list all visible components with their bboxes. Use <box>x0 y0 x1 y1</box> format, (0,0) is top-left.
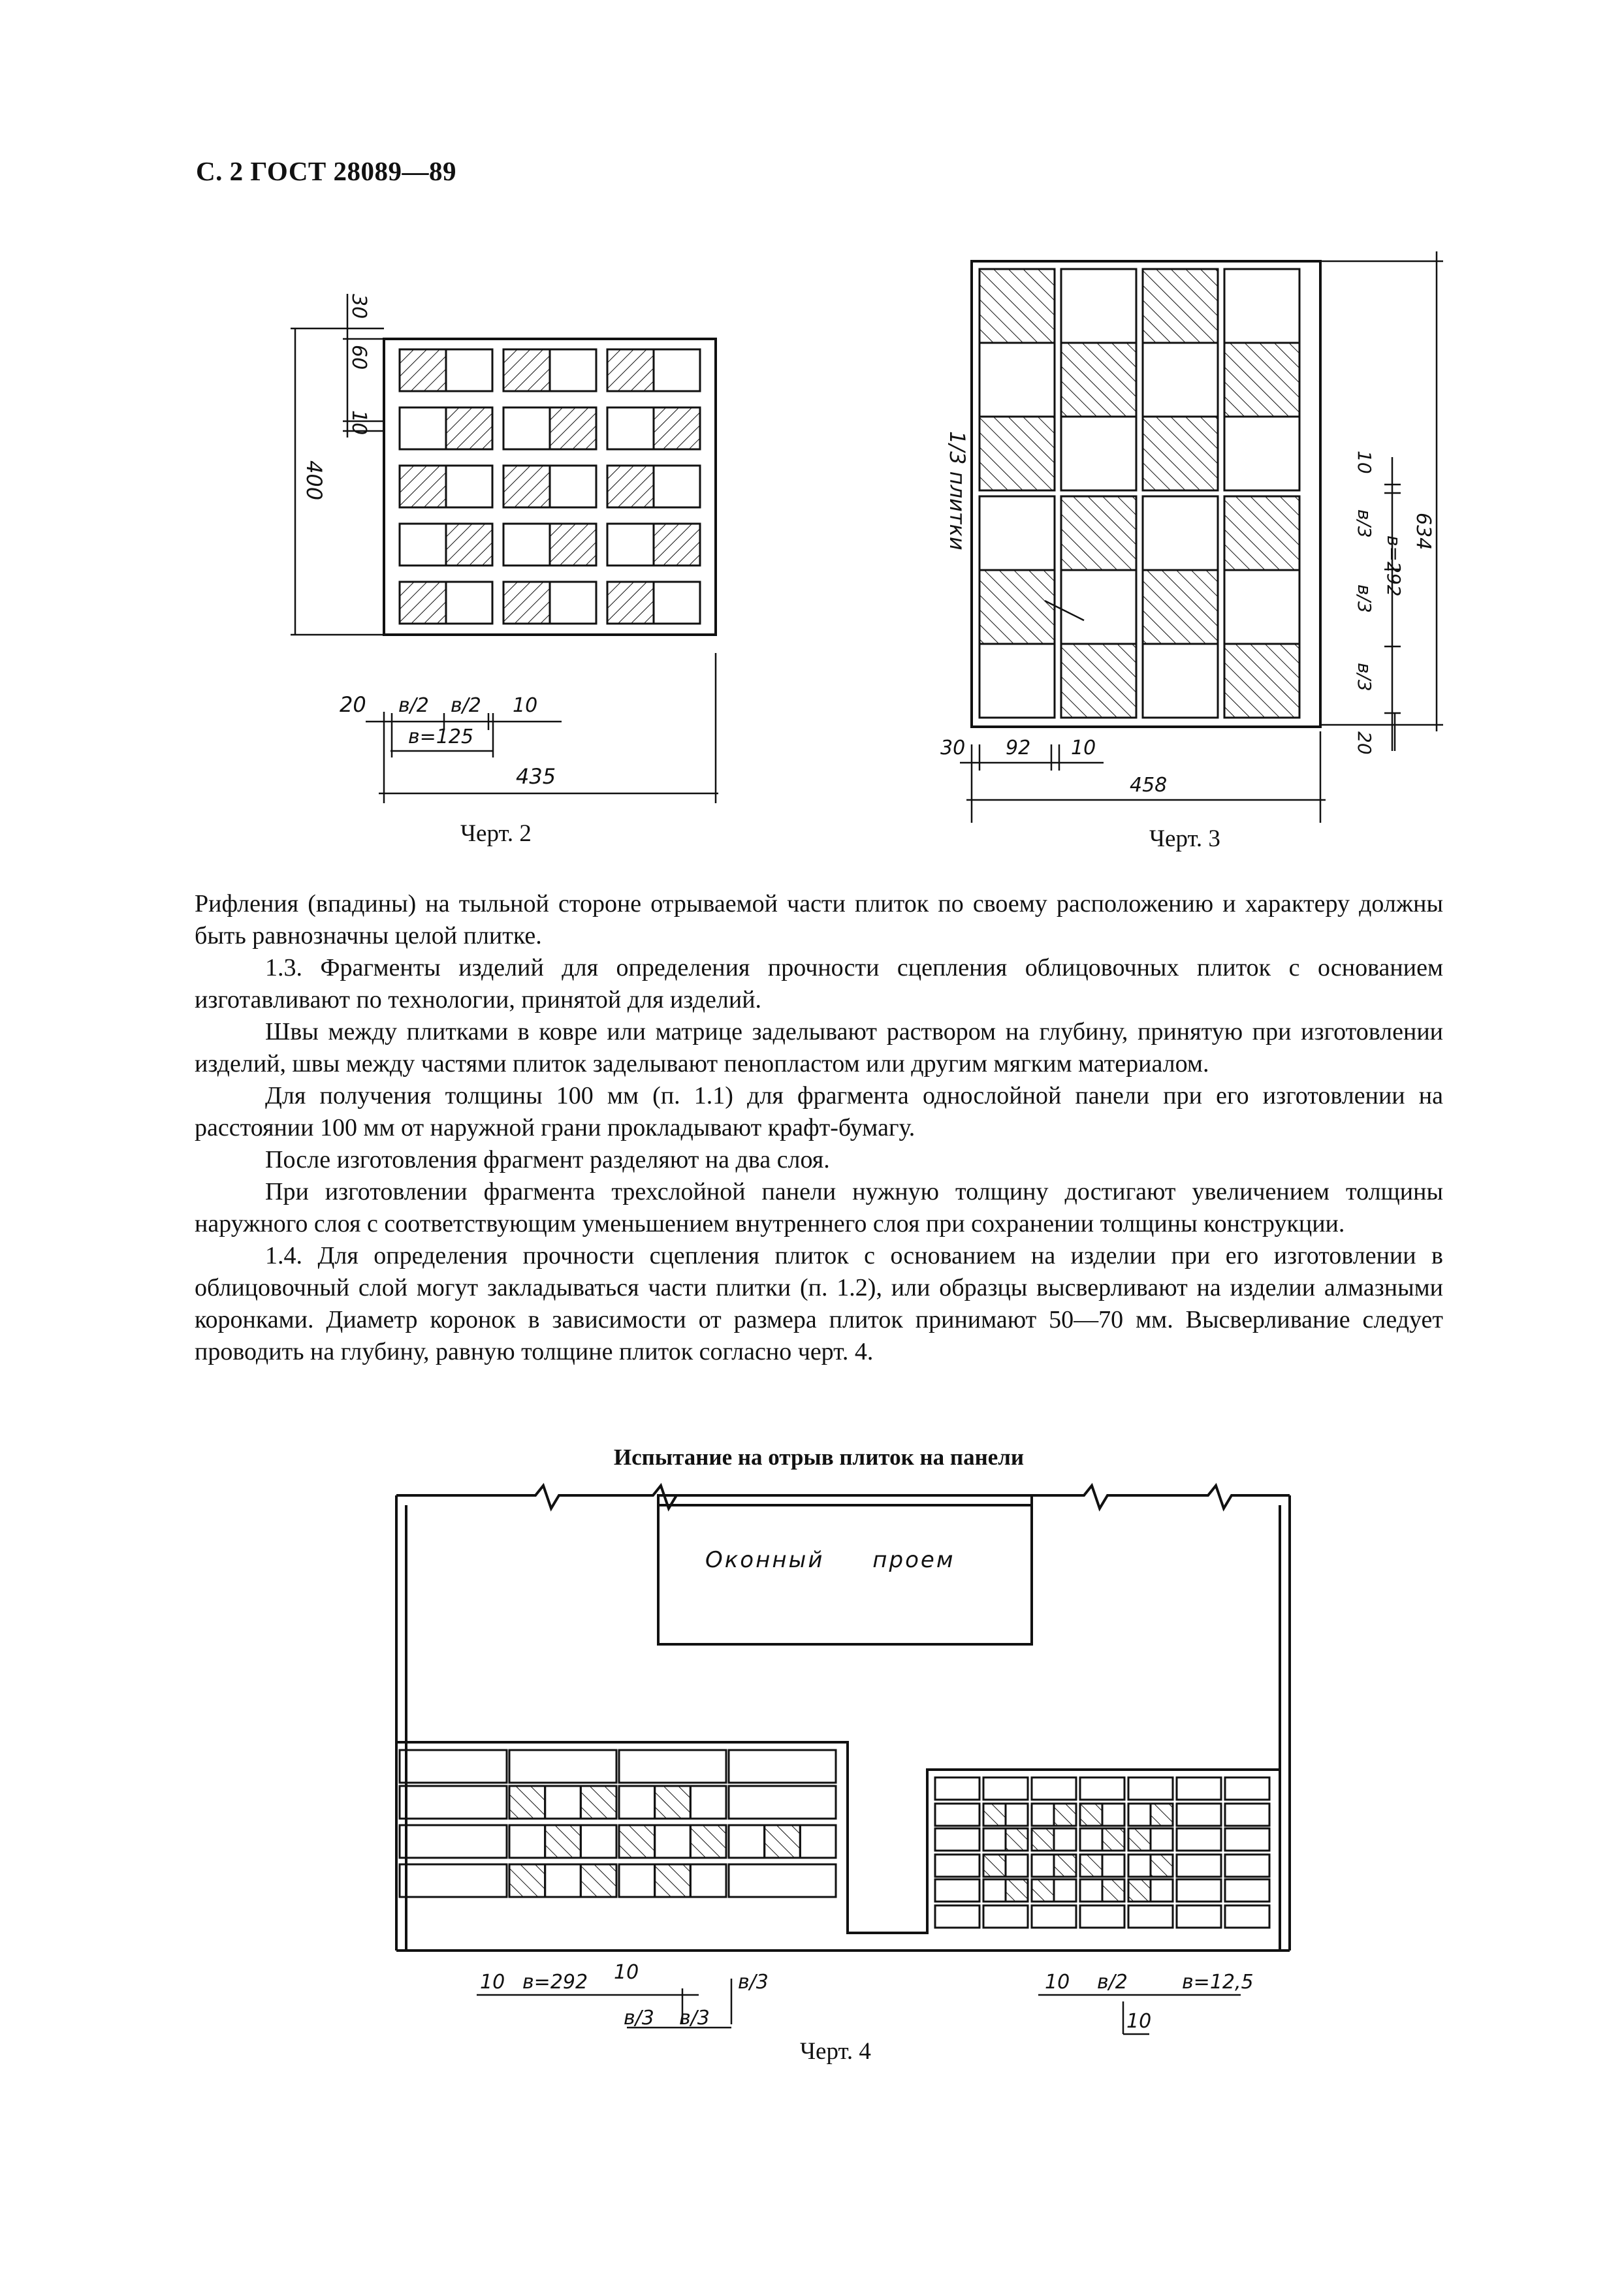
fig4-dim-b125: в=12,5 <box>1182 1971 1254 1994</box>
fig3-dim-20: 20 <box>1354 731 1375 755</box>
tile <box>400 1864 507 1897</box>
tile-half <box>1006 1879 1028 1902</box>
tile <box>1032 1777 1076 1800</box>
paragraph: 1.3. Фрагменты изделий для определения прочности сцепления облицовочных плиток с основанием изготавливают по технологии, принятой для изделий. <box>195 954 1443 1013</box>
tile-half <box>983 1828 1006 1851</box>
tile-half <box>1032 1855 1054 1877</box>
fig4-dim-b292: в=292 <box>522 1971 588 1994</box>
tile <box>935 1804 979 1826</box>
tile-third <box>690 1825 726 1858</box>
tile <box>729 1864 836 1897</box>
page-header: С. 2 ГОСТ 28089—89 <box>196 156 457 186</box>
tile <box>983 1777 1028 1800</box>
tile-third <box>581 1825 616 1858</box>
tile <box>1177 1905 1221 1928</box>
tile-half <box>1128 1804 1151 1826</box>
tile-half <box>1151 1855 1173 1877</box>
tile-third <box>581 1864 616 1897</box>
fig2-dim-b125: в=125 <box>408 725 474 748</box>
tile-half <box>1151 1828 1173 1851</box>
fig3-dim-10-top: 10 <box>1354 451 1375 474</box>
fig2-dim-60: 60 <box>347 345 370 370</box>
tile <box>400 1786 507 1819</box>
tile-half <box>1054 1855 1076 1877</box>
fig4-dim-10-sub: 10 <box>1126 2010 1152 2033</box>
tile <box>1177 1804 1221 1826</box>
paragraph: 1.4. Для определения прочности сцепления плиток с основанием на изделии при его изготовлении в облицовочный слой могут закладываться части плитки (п. 1.2), или образцы высверливают на изделии алмазными коронками. Диаметр коронок в зависимости от размера плиток принимают 50—70 мм. Высверливание следует проводить на глубину, равную толщине плиток согласно черт. 4. <box>195 1242 1443 1365</box>
tile-half <box>983 1855 1006 1877</box>
fig4-dim-b3-top: в/3 <box>738 1971 769 1994</box>
tile-third <box>765 1825 801 1858</box>
tile-half <box>983 1804 1006 1826</box>
fig3-tile-label: 1/3 плитки <box>945 431 970 550</box>
tile <box>983 1905 1028 1928</box>
tile <box>1177 1777 1221 1800</box>
tile-half <box>1032 1828 1054 1851</box>
fig2-dim-10-bottom: 10 <box>513 694 538 717</box>
tile <box>935 1828 979 1851</box>
paragraph: Для получения толщины 100 мм (п. 1.1) для фрагмента однослойной панели при его изготовлении на расстоянии 100 мм от наружной грани прокладывают крафт-бумагу. <box>195 1082 1443 1141</box>
fig3-dim-634: 634 <box>1412 513 1435 550</box>
tile <box>1225 1855 1269 1877</box>
figure-3-caption: Черт. 3 <box>1149 825 1220 852</box>
paragraph: Рифления (впадины) на тыльной стороне отрываемой части плиток по своему расположению и характеру должны быть равнозначны целой плитке. <box>195 890 1443 949</box>
tile-half <box>1102 1879 1124 1902</box>
tile-third <box>545 1864 581 1897</box>
figure-2-caption: Черт. 2 <box>460 820 532 847</box>
fig4-dim-10-left: 10 <box>480 1971 505 1994</box>
tile-third <box>545 1786 581 1819</box>
tile <box>935 1777 979 1800</box>
fig3-dim-92: 92 <box>1006 737 1031 759</box>
tile <box>729 1750 836 1783</box>
tile-third <box>619 1786 655 1819</box>
tile <box>400 1750 507 1783</box>
paragraph: При изготовлении фрагмента трехслойной панели нужную толщину достигают увеличением толщины наружного слоя с соответствующим уменьшением внутреннего слоя при сохранении толщины конструкции. <box>195 1178 1443 1237</box>
fig4-dim-b2: в/2 <box>1097 1971 1128 1994</box>
tile-third <box>509 1864 545 1897</box>
tile-third <box>655 1864 691 1897</box>
tile-third <box>581 1786 616 1819</box>
tile <box>619 1750 726 1783</box>
tile-third <box>619 1864 655 1897</box>
tile-half <box>1128 1828 1151 1851</box>
fig2-dim-435: 435 <box>516 764 556 789</box>
tile <box>1128 1905 1173 1928</box>
tile-half <box>983 1879 1006 1902</box>
fig3-dim-b3-1: в/3 <box>1354 509 1375 538</box>
tile-third <box>619 1825 655 1858</box>
tile-third <box>690 1864 726 1897</box>
tile-half <box>1054 1879 1076 1902</box>
tile-third <box>509 1825 545 1858</box>
tile-third <box>729 1825 765 1858</box>
tile-third <box>655 1825 691 1858</box>
tile <box>1225 1804 1269 1826</box>
tile-half <box>1032 1879 1054 1902</box>
tile <box>935 1905 979 1928</box>
fig3-dim-30: 30 <box>940 737 966 759</box>
fig3-dim-10-bottom: 10 <box>1071 737 1096 759</box>
tile <box>1177 1879 1221 1902</box>
tile <box>1225 1777 1269 1800</box>
tile-half <box>1006 1855 1028 1877</box>
tile-half <box>1080 1828 1102 1851</box>
figure-4-title: Испытание на отрыв плиток на панели <box>613 1444 1025 1470</box>
fig3-dim-b3-3: в/3 <box>1354 663 1375 692</box>
tile-half <box>1128 1879 1151 1902</box>
tile-half <box>1151 1804 1173 1826</box>
tile <box>729 1786 836 1819</box>
tile <box>935 1879 979 1902</box>
fig4-dim-b3-a: в/3 <box>624 2007 654 2030</box>
fig3-dim-b3-2: в/3 <box>1354 584 1375 613</box>
fig4-dim-10-right: 10 <box>1045 1971 1070 1994</box>
fig2-dim-10: 10 <box>347 410 370 436</box>
fig2-dim-20: 20 <box>340 692 366 717</box>
fig4-dim-10-mid: 10 <box>614 1961 639 1984</box>
tile-half <box>1102 1855 1124 1877</box>
tile-third <box>690 1786 726 1819</box>
tile-half <box>1128 1855 1151 1877</box>
fig2-dim-b2-right: в/2 <box>451 694 481 717</box>
tile <box>1177 1828 1221 1851</box>
paragraph: После изготовления фрагмент разделяют на два слоя. <box>265 1146 830 1173</box>
tile-half <box>1151 1879 1173 1902</box>
fig3-dim-b292: в=292 <box>1383 535 1405 597</box>
tile-third <box>545 1825 581 1858</box>
tile <box>1080 1905 1124 1928</box>
tile-half <box>1032 1804 1054 1826</box>
paragraph: Швы между плитками в ковре или матрице заделывают раствором на глубину, принятую при изготовлении изделий, швы между частями плиток заделывают пенопластом или другим мягким материалом. <box>195 1018 1443 1077</box>
tile <box>935 1855 979 1877</box>
tile <box>1225 1905 1269 1928</box>
tile <box>1080 1777 1124 1800</box>
tile-half <box>1080 1879 1102 1902</box>
fig3-dim-458: 458 <box>1130 774 1168 797</box>
fig4-dim-b3-b: в/3 <box>679 2007 710 2030</box>
tile <box>400 1825 507 1858</box>
fig2-dim-b2-left: в/2 <box>398 694 429 717</box>
tile-half <box>1054 1828 1076 1851</box>
tile-third <box>509 1786 545 1819</box>
tile-half <box>1006 1804 1028 1826</box>
fig2-dim-30: 30 <box>347 294 370 319</box>
tile-half <box>1102 1804 1124 1826</box>
tile-half <box>1080 1855 1102 1877</box>
tile-half <box>1102 1828 1124 1851</box>
tile <box>1225 1828 1269 1851</box>
fig4-window-label: Оконный проем <box>705 1547 955 1573</box>
tile <box>1177 1855 1221 1877</box>
tile-half <box>1080 1804 1102 1826</box>
tile <box>509 1750 616 1783</box>
tile <box>1128 1777 1173 1800</box>
tile-half <box>1006 1828 1028 1851</box>
tile-third <box>655 1786 691 1819</box>
tile <box>1032 1905 1076 1928</box>
tile <box>1225 1879 1269 1902</box>
fig2-dim-400: 400 <box>302 460 326 501</box>
tile-third <box>800 1825 836 1858</box>
tile-half <box>1054 1804 1076 1826</box>
figure-4-caption: Черт. 4 <box>800 2038 871 2065</box>
